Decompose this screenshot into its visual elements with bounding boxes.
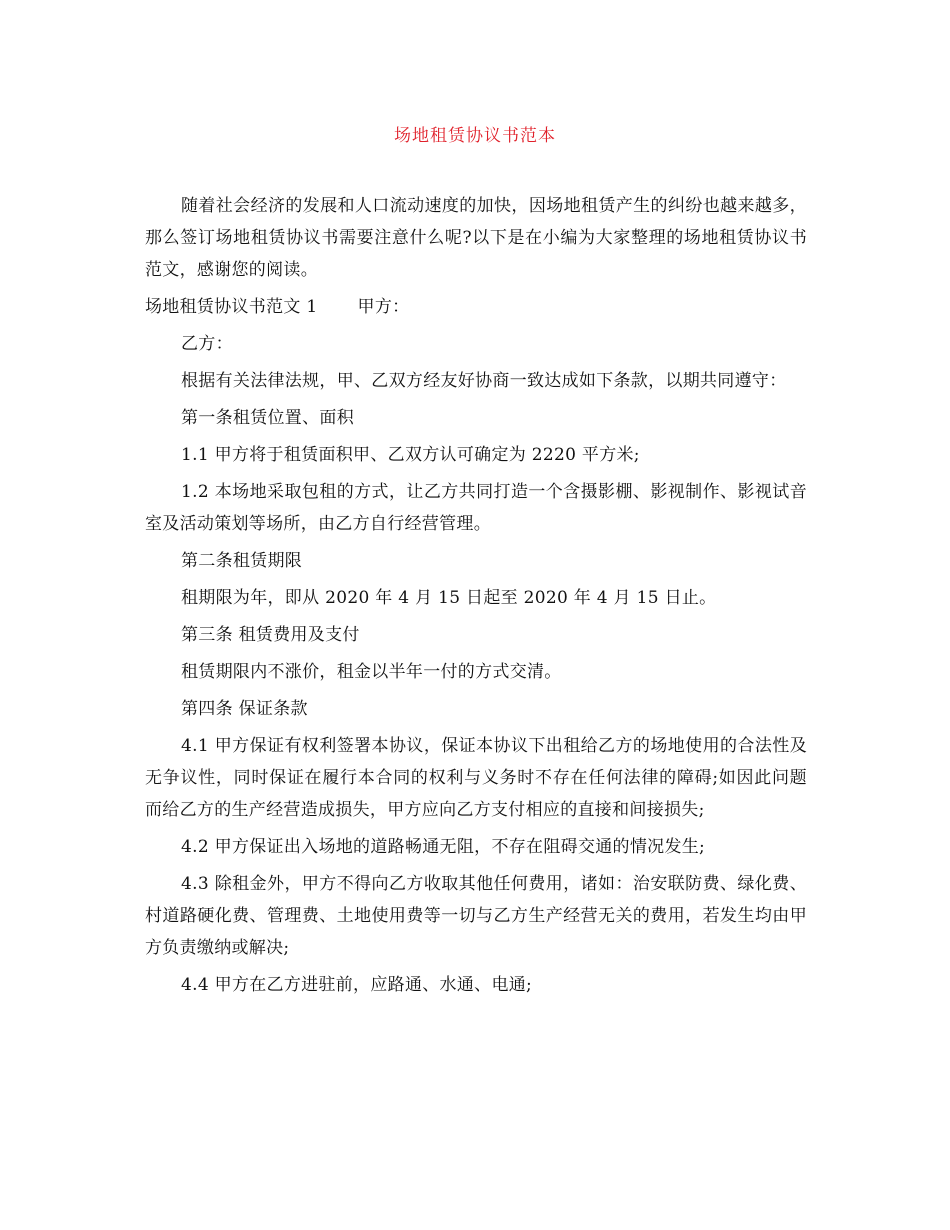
sample-heading-line xyxy=(145,291,807,323)
party-b-label: 乙方： xyxy=(181,334,233,354)
article-4-title: 第四条 保证条款 xyxy=(181,699,308,719)
party-a-label: 甲方： xyxy=(357,297,410,317)
sample-heading: 场地租赁协议书范文 1 xyxy=(145,297,318,317)
intro-paragraph: 随着社会经济的发展和人口流动速度的加快，因场地租赁产生的纠纷也越来越多，那么签订场地租赁协议书需要注意什么呢?以下是在小编为大家整理的场地租赁协议书范文，感谢您的阅读。 xyxy=(145,196,807,280)
term-paragraph: 租期限为年，即从 2020 年 4 月 15 日起至 2020 年 4 月 15 日止。 xyxy=(181,588,717,608)
payment-paragraph: 租赁期限内不涨价，租金以半年一付的方式交清。 xyxy=(181,662,562,682)
clause-4-1: 4.1 甲方保证有权利签署本协议，保证本协议下出租给乙方的场地使用的合法性及无争议性，同时保证在履行本合同的权利与义务时不存在任何法律的障碍;如因此问题而给乙方的生产经营造成损失，甲方应向乙方支付相应的直接和间接损失; xyxy=(145,736,807,820)
document-body xyxy=(145,190,807,1006)
clause-1-1: 1.1 甲方将于租赁面积甲、乙双方认可确定为 2220 平方米; xyxy=(181,445,640,465)
clause-4-4: 4.4 甲方在乙方进驻前，应路通、水通、电通; xyxy=(181,975,533,995)
clause-4-2: 4.2 甲方保证出入场地的道路畅通无阻，不存在阻碍交通的情况发生; xyxy=(181,837,706,857)
article-2-title: 第二条租赁期限 xyxy=(181,551,303,571)
document-title: 场地租赁协议书范本 xyxy=(394,126,556,146)
clause-4-3: 4.3 除租金外，甲方不得向乙方收取其他任何费用，诸如：治安联防费、绿化费、村道路硬化费、管理费、土地使用费等一切与乙方生产经营无关的费用，若发生均由甲方负责缴纳或解决; xyxy=(145,874,807,958)
article-1-title: 第一条租赁位置、面积 xyxy=(181,408,354,428)
preamble-paragraph: 根据有关法律法规，甲、乙双方经友好协商一致达成如下条款，以期共同遵守： xyxy=(181,371,787,391)
article-3-title: 第三条 租赁费用及支付 xyxy=(181,625,360,645)
clause-1-2: 1.2 本场地采取包租的方式，让乙方共同打造一个含摄影棚、影视制作、影视试音室及活动策划等场所，由乙方自行经营管理。 xyxy=(145,482,807,534)
